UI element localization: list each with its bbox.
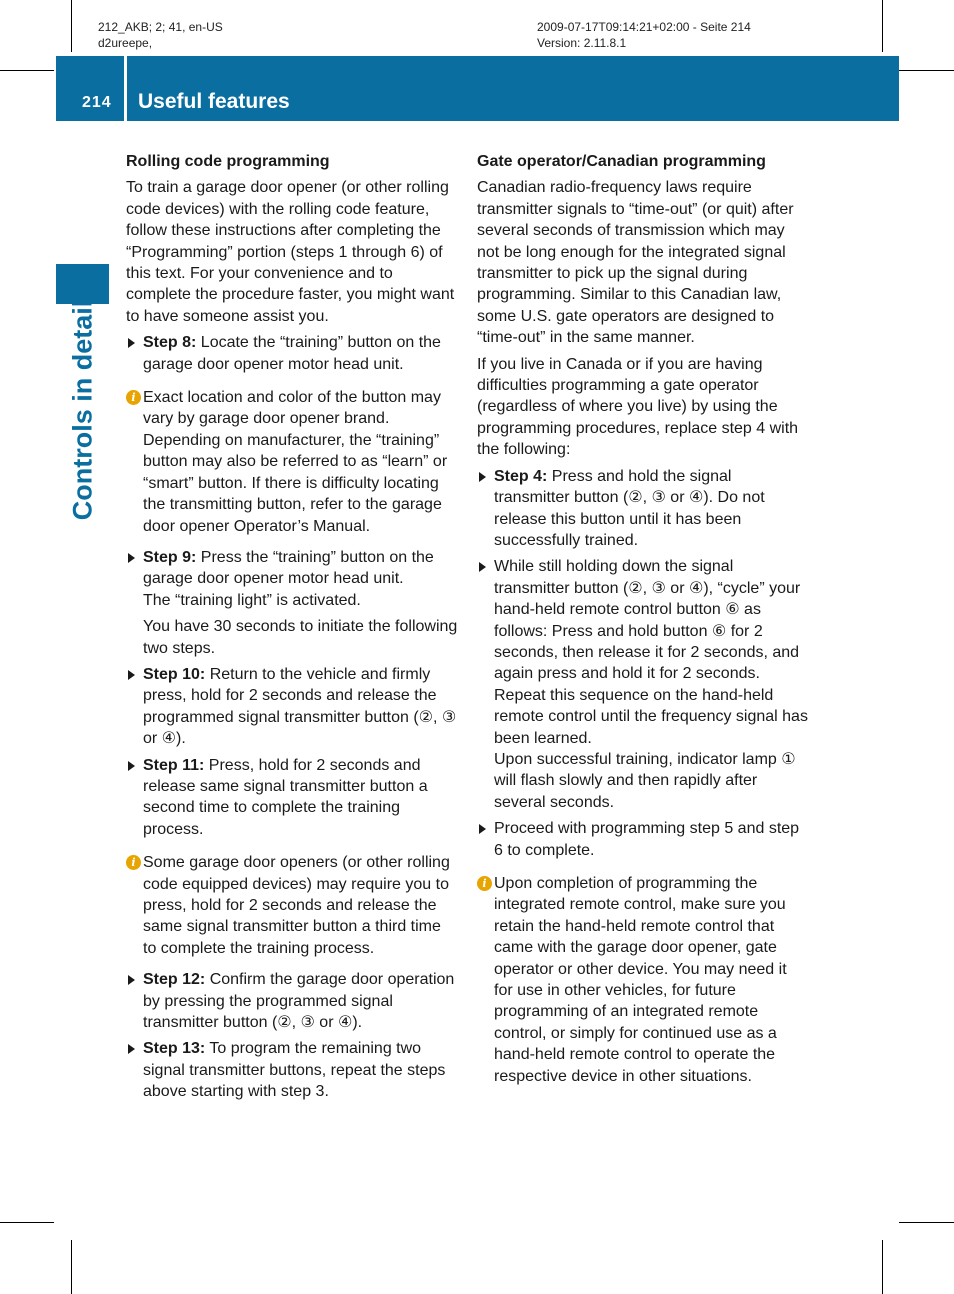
step-text: Confirm the garage door operation by pressing the programmed signal transmitter button (②, ③ or ④).	[143, 971, 455, 1032]
crop-mark	[71, 1240, 72, 1294]
crop-mark	[882, 1240, 883, 1294]
print-meta-line: Version: 2.11.8.1	[537, 36, 627, 50]
bullet-arrow-icon	[128, 975, 135, 985]
bullet-arrow-icon	[128, 1044, 135, 1054]
crop-mark	[899, 70, 954, 71]
side-tab-label: Controls in detail	[67, 299, 98, 521]
left-heading: Rolling code programming	[126, 153, 330, 170]
step-note: You have 30 seconds to initiate the following two steps.	[143, 618, 458, 657]
step-text: While still holding down the signal transmitter button (②, ③ or ④), “cycle” your hand-held remote control button ⑥ as follows: Press and hold button ⑥ for 2 seconds, then release it for 2 seconds, and again press and hold it for 2 seconds. Repeat this sequence on the hand-held remote control until the frequency signal has been learned.	[494, 558, 808, 747]
info-text: Exact location and color of the button may vary by garage door opener brand. Depending on manufacturer, the “training” button may also be referred to as “learn” or “smart” button. If there is difficulty locating the transmitting button, refer to the garage door opener Operator’s Manual.	[143, 389, 448, 535]
step-label: Step 9:	[143, 548, 197, 566]
step-11	[126, 755, 458, 841]
info-note	[126, 387, 458, 537]
step-result: The “training light” is activated.	[143, 591, 361, 609]
crop-mark	[882, 0, 883, 52]
step-text: Proceed with programming step 5 and step 6 to complete.	[494, 820, 800, 859]
bullet-arrow-icon	[128, 553, 135, 563]
step-label: Step 10:	[143, 665, 206, 683]
bullet-arrow-icon	[479, 472, 486, 482]
bullet-arrow-icon	[128, 338, 135, 348]
step-label: Step 12:	[143, 971, 206, 989]
step-label: Step 13:	[143, 1040, 206, 1058]
step-13	[126, 1038, 458, 1102]
step-label: Step 4:	[494, 467, 548, 485]
bullet-arrow-icon	[479, 562, 486, 572]
left-column	[126, 151, 458, 1108]
side-tab-marker	[56, 264, 109, 304]
info-icon: i	[126, 855, 141, 870]
step-10	[126, 664, 458, 750]
step-result: Upon successful training, indicator lamp ① will flash slowly and then rapidly after several seconds.	[494, 750, 796, 811]
step-12	[126, 969, 458, 1033]
step-text: Press the “training” button on the garage door opener motor head unit.	[143, 548, 434, 588]
right-column	[477, 151, 809, 1097]
crop-mark	[0, 1222, 54, 1223]
page-number: 214	[82, 94, 112, 111]
info-note	[126, 852, 458, 959]
section-title: Useful features	[138, 90, 290, 113]
info-note	[477, 873, 809, 1087]
print-meta-right	[537, 19, 751, 51]
paragraph: Canadian radio-frequency laws require transmitter signals to “time-out” (or quit) after several seconds of transmission which may not be long enough for the integrated signal transmitter to pick up the signal during programming. Similar to this Canadian law, some U.S. gate operators are designed to “time-out” in the same manner.	[477, 179, 794, 347]
intro-paragraph: To train a garage door opener (or other rolling code devices) with the rolling code feature, follow these instructions after completing the “Programming” portion (steps 1 through 6) of this text. For your convenience and to complete the procedure faster, you might want to have someone assist you.	[126, 179, 455, 325]
print-meta-line: d2ureepe,	[98, 36, 153, 50]
bullet-arrow-icon	[128, 761, 135, 771]
print-meta-left	[98, 19, 223, 51]
step-label: Step 11:	[143, 756, 205, 774]
crop-mark	[71, 0, 72, 52]
info-text: Some garage door openers (or other rolling code equipped devices) may require you to press, hold for 2 seconds and release the same signal transmitter button a third time to complete the training process.	[143, 854, 450, 957]
info-icon: i	[477, 876, 492, 891]
step-4	[477, 466, 809, 552]
crop-mark	[0, 70, 54, 71]
print-meta-line: 2009-07-17T09:14:21+02:00 - Seite 214	[537, 20, 751, 34]
step-label: Step 8:	[143, 334, 197, 352]
step-text: Press, hold for 2 seconds and release same signal transmitter button a second time to complete the training process.	[143, 756, 428, 838]
info-icon: i	[126, 390, 141, 405]
info-text: Upon completion of programming the integrated remote control, make sure you retain the hand-held remote control that came with the garage door opener, gate operator or other device. You may need it for use in other vehicles, for future programming of an integrated remote control, or simply for continued use as a hand-held remote control to operate the respective device in other situations.	[494, 875, 787, 1085]
step-9	[126, 547, 458, 611]
bullet-arrow-icon	[479, 824, 486, 834]
proceed-step	[477, 818, 809, 861]
paragraph: If you live in Canada or if you are having difficulties programming a gate operator (regardless of where you live) by using the programming procedures, replace step 4 with the following:	[477, 355, 799, 459]
cycle-step	[477, 556, 809, 813]
step-text: Press and hold the signal transmitter button (②, ③ or ④). Do not release this button until it has been successfully trained.	[494, 467, 765, 549]
header-divider	[124, 56, 127, 121]
step-text: Locate the “training” button on the garage door opener motor head unit.	[143, 334, 441, 373]
crop-mark	[899, 1222, 954, 1223]
right-heading: Gate operator/Canadian programming	[477, 153, 766, 170]
step-text: Return to the vehicle and firmly press, hold for 2 seconds and release the programmed signal transmitter button (②, ③ or ④).	[143, 665, 457, 748]
step-8	[126, 332, 458, 375]
bullet-arrow-icon	[128, 670, 135, 680]
step-text: To program the remaining two signal transmitter buttons, repeat the steps above starting with step 3.	[143, 1040, 446, 1101]
print-meta-line: 212_AKB; 2; 41, en-US	[98, 20, 223, 34]
